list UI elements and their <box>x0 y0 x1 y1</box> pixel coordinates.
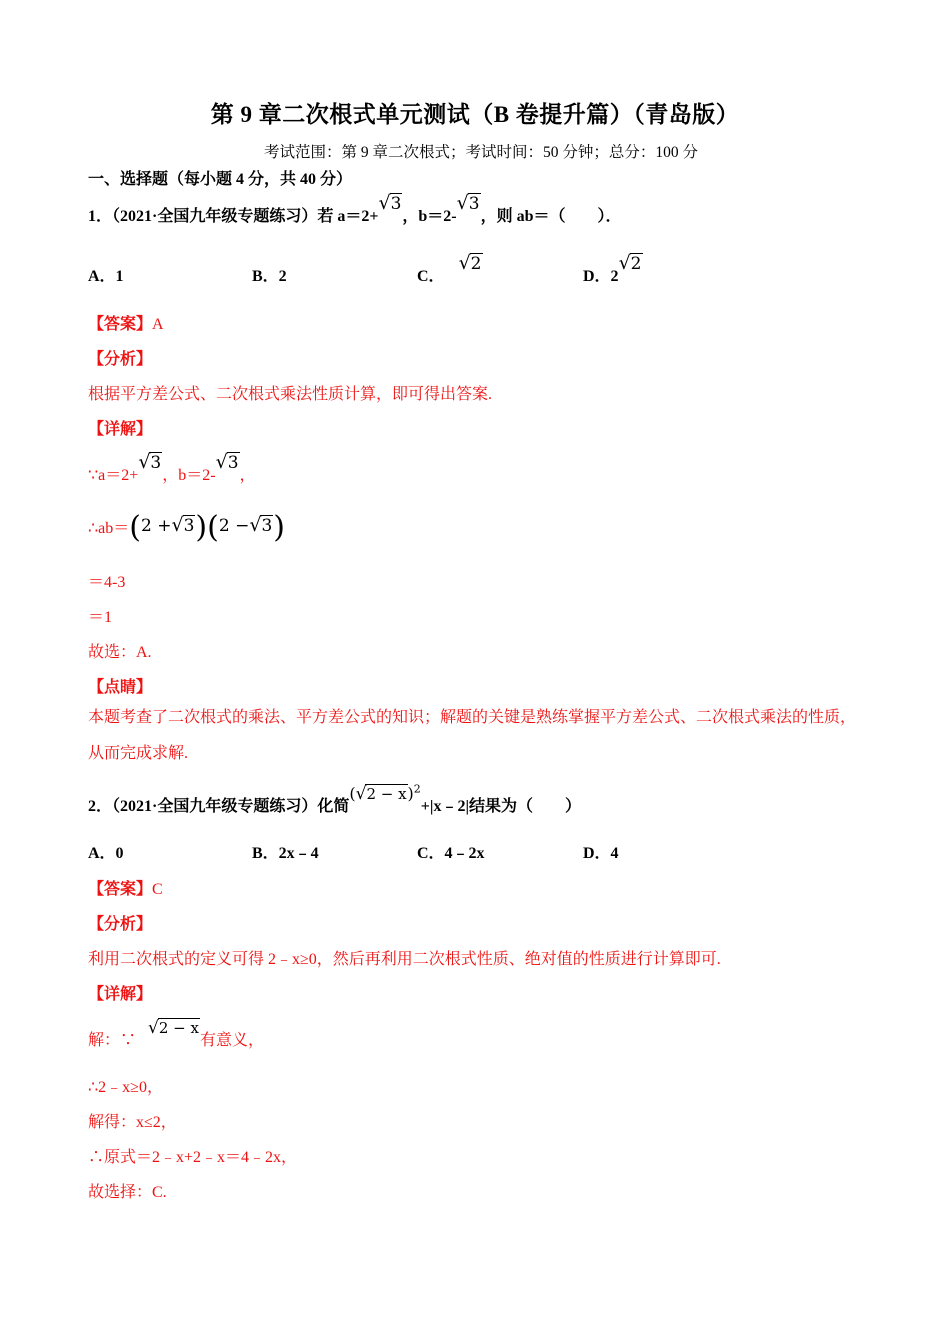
q1-detail-line5: 故选：A. <box>88 644 152 661</box>
q1-stem-suffix: ，则 ab＝（ ）． <box>480 208 622 225</box>
q1-option-a: A．1 <box>88 268 124 285</box>
section-heading: 一、选择题（每小题 4 分，共 40 分） <box>88 171 353 188</box>
q1-option-d: D．2√2 <box>583 252 642 285</box>
sqrt3-expression: √3 <box>378 192 402 214</box>
sqrt-expression: √2 − x <box>148 1018 199 1038</box>
exam-info: 考试范围：第 9 章二次根式；考试时间：50 分钟；总分：100 分 <box>263 144 698 161</box>
sqrt-squared-expression: $(√2 - x)^2$ <box>349 782 421 804</box>
page-title: 第 9 章二次根式单元测试（B 卷提升篇）（青岛版） <box>210 102 740 127</box>
q2-detail-line4: ∴原式＝2﹣x+2﹣x＝4﹣2x， <box>88 1149 298 1166</box>
q1-detail-line4: ＝1 <box>88 609 113 626</box>
q2-stem: 2．（2021·全国九年级专题练习）化简$(√2 - x)^2+|x﹣2|$结果为（ ） <box>88 782 581 815</box>
q1-analysis-label: 【分析】 <box>88 351 153 368</box>
q2-detail-line2: ∴2﹣x≥0， <box>88 1079 163 1096</box>
q1-stem <box>88 192 622 226</box>
product-expression: (2 +√3)(2 −√3) <box>129 510 285 545</box>
sqrt3-expression: √3 <box>138 451 162 473</box>
q2-detail-label: 【详解】 <box>88 986 153 1003</box>
q1-answer: 【答案】A <box>88 316 164 333</box>
q1-option-c: C．√2 <box>417 252 482 285</box>
sqrt3-expression: √3 <box>215 451 239 473</box>
q1-detail-line2: ∴ab＝(2 +√3)(2 −√3) <box>88 510 285 545</box>
q1-detail-label: 【详解】 <box>88 421 153 438</box>
q2-detail-line1: 解：∵√2 − x有意义， <box>88 1018 264 1049</box>
sqrt2-expression: √2 <box>618 252 642 274</box>
q1-detail-line1: ∵a＝2+√3，b＝2-√3， <box>88 451 256 484</box>
sqrt3-expression: √3 <box>456 192 480 214</box>
q2-detail-line3: 解得：x≤2， <box>88 1114 177 1131</box>
q1-stem-mid: ，b＝2- <box>402 208 457 225</box>
q2-option-d: D．4 <box>583 845 619 862</box>
q1-analysis-text: 根据平方差公式、二次根式乘法性质计算，即可得出答案. <box>88 386 493 403</box>
q2-option-a: A．0 <box>88 845 124 862</box>
sqrt2-expression: √2 <box>458 252 482 274</box>
q2-analysis-label: 【分析】 <box>88 916 153 933</box>
q2-option-b: B．2x﹣4 <box>252 845 319 862</box>
q2-answer: 【答案】C <box>88 881 163 898</box>
q2-analysis-text: 利用二次根式的定义可得 2﹣x≥0，然后再利用二次根式性质、绝对值的性质进行计算即可. <box>88 951 721 968</box>
q1-detail-line3: ＝4-3 <box>88 574 126 591</box>
q2-detail-line5: 故选择：C. <box>88 1184 167 1201</box>
q1-comment-text: 本题考查了二次根式的乘法、平方差公式的知识；解题的关键是熟练掌握平方差公式、二次根式乘法的性质，从而完成求解. <box>88 709 857 762</box>
q2-option-c: C．4﹣2x <box>417 845 485 862</box>
q1-stem-prefix: 1．（2021·全国九年级专题练习）若 a＝2+ <box>88 208 379 225</box>
q1-comment-label: 【点睛】 <box>88 679 153 696</box>
q1-option-b: B．2 <box>252 268 287 285</box>
